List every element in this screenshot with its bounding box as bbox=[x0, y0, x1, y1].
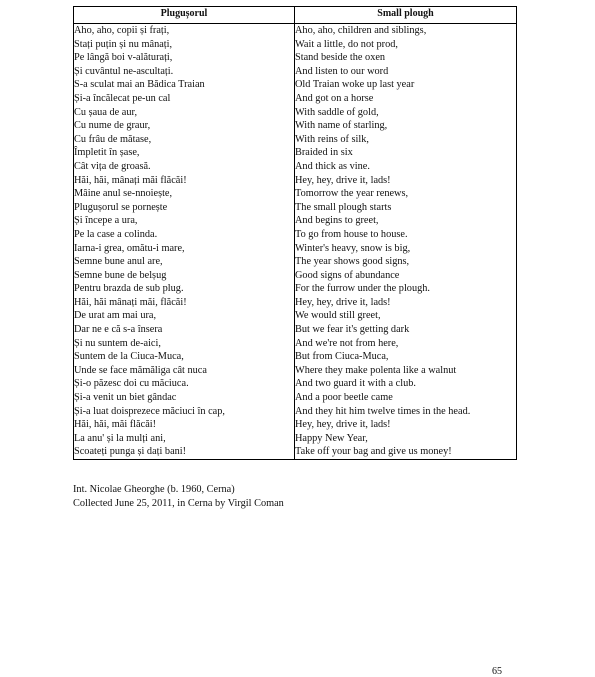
english-verse-line: And got on a horse bbox=[295, 92, 374, 104]
english-verse-line: For the furrow under the plough. bbox=[295, 283, 430, 295]
romanian-verse-line: Plugușorul se pornește bbox=[74, 201, 168, 213]
romanian-column bbox=[74, 24, 295, 460]
informant-note: Int. Nicolae Gheorghe (b. 1960, Cerna) bbox=[73, 484, 235, 495]
english-verse-line: With reins of silk, bbox=[295, 133, 369, 145]
english-verse-line: Hey, hey, drive it, lads! bbox=[295, 296, 391, 308]
romanian-verse-line: Cu frâu de mătase, bbox=[74, 133, 152, 145]
romanian-verse-line: Semne bune de belșug bbox=[74, 269, 167, 281]
romanian-verse-line: Pe lângă boi v-alăturați, bbox=[74, 52, 173, 64]
english-verse-line: Hey, hey, drive it, lads! bbox=[295, 174, 391, 186]
english-verse-line: Good signs of abundance bbox=[295, 269, 400, 281]
english-verse-line: Happy New Year, bbox=[295, 432, 368, 444]
romanian-verse-line: Și-a luat doisprezece măciuci în cap, bbox=[74, 405, 225, 417]
english-verse-line: Old Traian woke up last year bbox=[295, 79, 415, 91]
romanian-verse-line: Suntem de la Ciuca-Muca, bbox=[74, 351, 184, 363]
romanian-verse-line: Hăi, hăi, mânați măi flăcăi! bbox=[74, 174, 187, 186]
english-verse-line: We would still greet, bbox=[295, 310, 381, 322]
romanian-verse-line: Și-a venit un biet gândac bbox=[74, 392, 177, 404]
english-verse-line: With saddle of gold, bbox=[295, 106, 379, 118]
english-verse-line: And thick as vine. bbox=[295, 160, 370, 172]
romanian-verse-line: Stați puțin și nu mânați, bbox=[74, 38, 173, 50]
english-verse-line: And we're not from here, bbox=[295, 337, 399, 349]
romanian-verse-line: Cu nume de graur, bbox=[74, 120, 151, 132]
english-verse-line: The small plough starts bbox=[295, 201, 392, 213]
romanian-verse-line: Scoateți punga și dați bani! bbox=[74, 446, 187, 458]
english-verse-line: And they hit him twelve times in the head. bbox=[295, 405, 471, 417]
romanian-verse-line: Împletit în șase, bbox=[74, 147, 140, 159]
english-verse-line: Stand beside the oxen bbox=[295, 52, 386, 64]
english-verse-line: To go from house to house. bbox=[295, 228, 408, 240]
romanian-verse-line: Cu șaua de aur, bbox=[74, 106, 138, 118]
romanian-verse-line: Pe la case a colinda. bbox=[74, 228, 158, 240]
english-verse-line: The year shows good signs, bbox=[295, 256, 410, 268]
romanian-verse-line: Unde se face mămăliga cât nuca bbox=[74, 364, 207, 376]
english-verse-line: Hey, hey, drive it, lads! bbox=[295, 419, 391, 431]
romanian-verse-line: Semne bune anul are, bbox=[74, 256, 163, 268]
romanian-verse-line: Și începe a ura, bbox=[74, 215, 138, 227]
romanian-verse-line: Cât vița de groasă. bbox=[74, 160, 151, 172]
english-verse-line: And listen to our word bbox=[295, 65, 389, 77]
attribution bbox=[73, 483, 284, 511]
page-number: 65 bbox=[492, 666, 502, 677]
english-verse-line: Aho, aho, children and siblings, bbox=[295, 25, 427, 36]
romanian-verse-line: Hăi, hăi mânați măi, flăcăi! bbox=[74, 296, 187, 308]
poem-body-row bbox=[74, 24, 517, 460]
english-verse-line: Tomorrow the year renews, bbox=[295, 188, 409, 200]
romanian-verse-line: Hăi, hăi, măi flăcăi! bbox=[74, 419, 157, 431]
english-verse-line: Take off your bag and give us money! bbox=[295, 446, 452, 458]
romanian-verse-line: Dar ne e că s-a însera bbox=[74, 324, 163, 336]
english-verse-line: And a poor beetle came bbox=[295, 392, 393, 404]
english-verse-line: Where they make polenta like a walnut bbox=[295, 364, 457, 376]
english-verse-line: Braided in six bbox=[295, 147, 353, 159]
romanian-verse-line: La anu' și la mulți ani, bbox=[74, 432, 166, 444]
romanian-verse-line: Și cuvântul ne-ascultați. bbox=[74, 65, 174, 77]
romanian-verse-line: Și-a încălecat pe-un cal bbox=[74, 92, 171, 104]
english-verse-line: Wait a little, do not prod, bbox=[295, 38, 398, 50]
poem-table bbox=[73, 6, 517, 460]
romanian-verse-line: Și nu suntem de-aici, bbox=[74, 337, 161, 349]
romanian-verse-line: Mâine anul se-nnoiește, bbox=[74, 188, 173, 200]
english-verse-line: With name of starling, bbox=[295, 120, 388, 132]
english-verse-line: And two guard it with a club. bbox=[295, 378, 416, 390]
header-english: Small plough bbox=[295, 7, 517, 24]
romanian-verse-line: Și-o păzesc doi cu măciuca. bbox=[74, 378, 189, 390]
romanian-verse-line: Aho, aho, copii și frați, bbox=[74, 25, 170, 36]
header-romanian: Plugușorul bbox=[74, 7, 295, 24]
romanian-verse-line: Iarna-i grea, omătu-i mare, bbox=[74, 242, 185, 254]
english-verse-line: But from Ciuca-Muca, bbox=[295, 351, 389, 363]
english-verse-line: And begins to greet, bbox=[295, 215, 379, 227]
english-column bbox=[295, 24, 517, 460]
english-verse-line: But we fear it's getting dark bbox=[295, 324, 410, 336]
romanian-verse-line: De urat am mai ura, bbox=[74, 310, 157, 322]
english-verse-line: Winter's heavy, snow is big, bbox=[295, 242, 411, 254]
romanian-verse-line: Pentru brazda de sub plug. bbox=[74, 283, 184, 295]
collection-note: Collected June 25, 2011, in Cerna by Virgil Coman bbox=[73, 497, 284, 509]
romanian-verse-line: S-a sculat mai an Bădica Traian bbox=[74, 79, 205, 91]
header-row bbox=[74, 7, 517, 24]
